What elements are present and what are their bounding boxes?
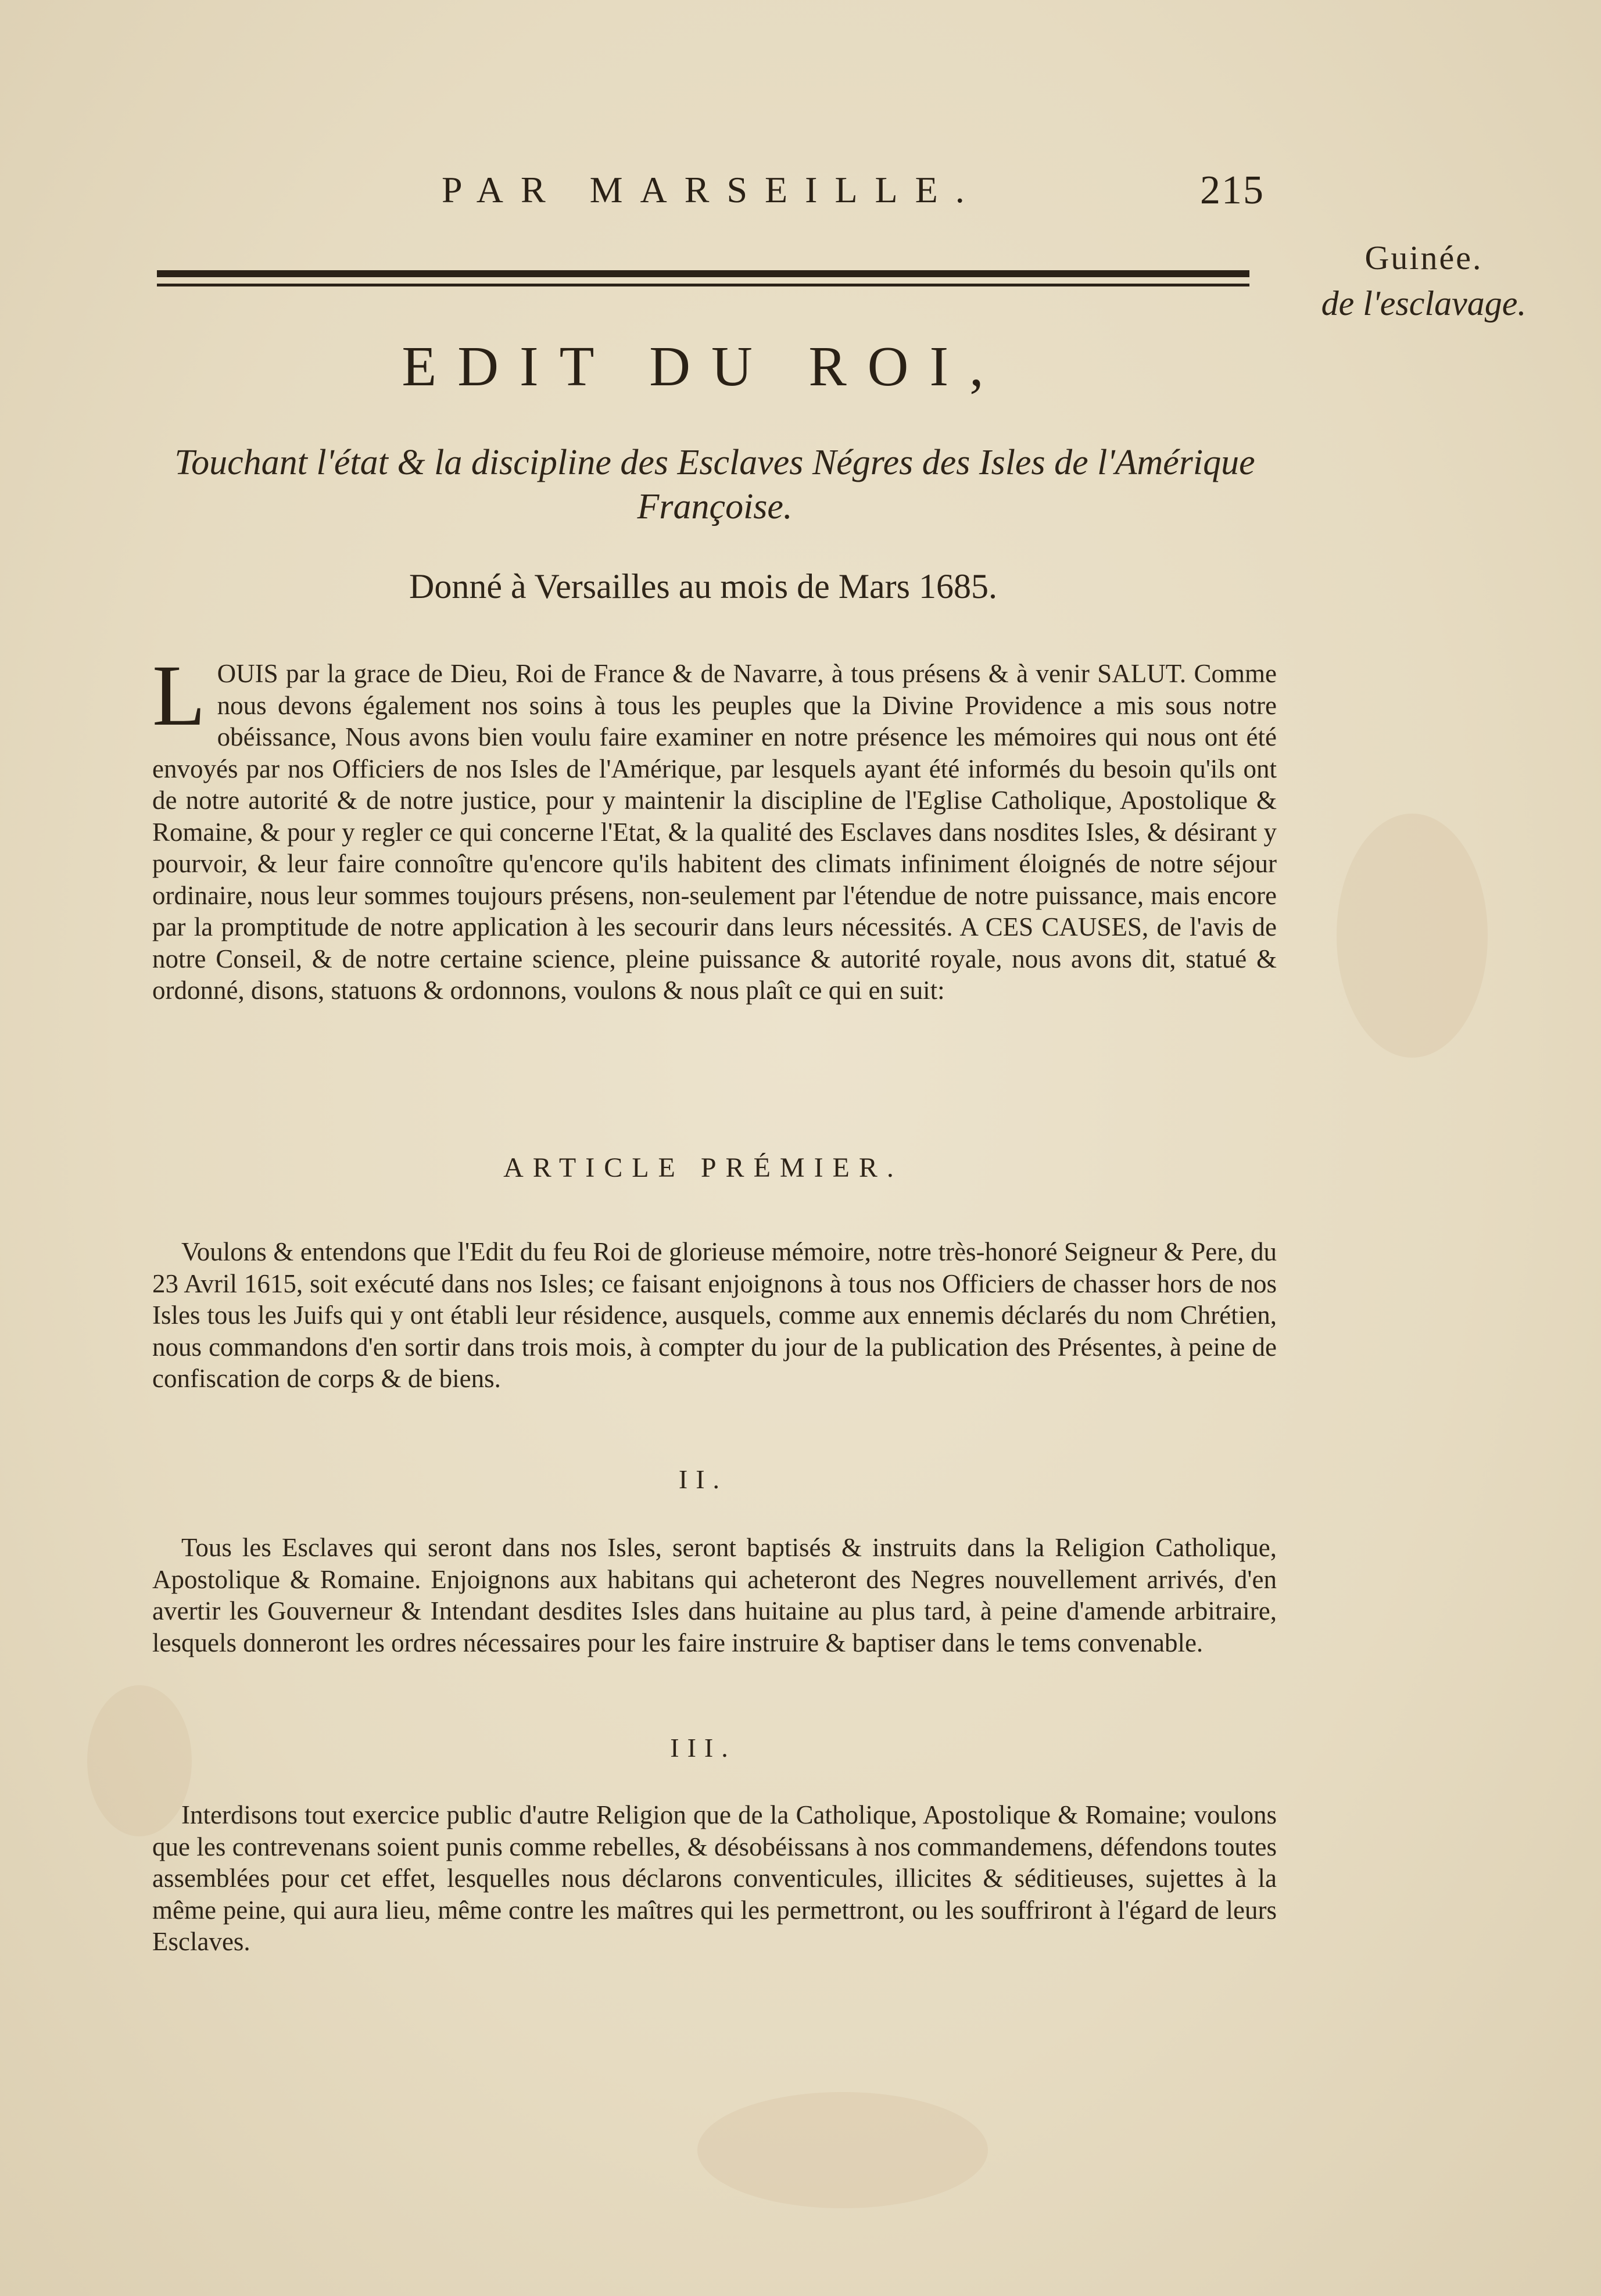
- article-1-text: Voulons & entendons que l'Edit du feu Roi de glorieuse mémoire, notre très-honoré Seigneur & Pere, du 23 Avril 1615, soit exécuté dans nos Isles; ce faisant enjoignons à tous nos Officiers de chasser hors de nos Isles tous les Juifs qui y ont établi leur résidence, ausquels, comme aux ennemis déclarés du nom Chrétien, nous commandons d'en sortir dans trois mois, à compter du jour de la publication des Présentes, à peine de confiscation de corps & de biens.: [152, 1237, 1277, 1393]
- margin-note-subtopic: de l'esclavage.: [1321, 284, 1527, 323]
- page-number: 215: [1200, 168, 1265, 213]
- header-rule-thick: [157, 270, 1249, 277]
- header-rule-thin: [157, 284, 1249, 286]
- margin-note: [1302, 235, 1546, 326]
- preamble-paragraph: [152, 647, 1277, 1006]
- paper-stain: [697, 2092, 988, 2208]
- article-3-heading: III.: [670, 1733, 736, 1763]
- margin-note-topic: Guinée.: [1364, 239, 1483, 277]
- date-line: Donné à Versailles au mois de Mars 1685.: [409, 567, 998, 606]
- article-3-text: Interdisons tout exercice public d'autre Religion que de la Catholique, Apostolique & Romaine; voulons que les contrevenans soient punis comme rebelles, & désobéissans à nos commandemens, défendons toutes assemblées pour cet effet, lesquelles nous déclarons conventicules, illicites & séditieuses, sujettes à la même peine, qui aura lieu, même contre les maîtres qui les permettront, ou les souffriront à l'égard de leurs Esclaves.: [152, 1800, 1277, 1956]
- article-1-heading: ARTICLE PRÉMIER.: [503, 1152, 903, 1183]
- drop-cap: L: [152, 647, 206, 744]
- running-head: PAR MARSEILLE.: [442, 169, 982, 210]
- article-2-heading: II.: [678, 1464, 728, 1494]
- preamble-text: OUIS par la grace de Dieu, Roi de France & de Navarre, à tous présens & à venir SALUT. Comme nous devons également nos soins à tous les peuples que la Divine Providence a mis sous notre obéissance, Nous avons bien voulu faire examiner en notre présence les mémoires qui nous ont été envoyés par nos Officiers de nos Isles de l'Amérique, par lesquels ayant été informés du besoin qu'ils ont de notre autorité & de notre justice, pour y maintenir la discipline de l'Eglise Catholique, Apostolique & Romaine, & pour y regler ce qui concerne l'Etat, & la qualité des Esclaves dans nosdites Isles, & désirant y pourvoir, & leur faire connoître qu'encore qu'ils habitent des climats infiniment éloignés de notre séjour ordinaire, nous leur sommes toujours présens, non-seulement par l'étendue de notre puissance, mais encore par la promptitude de notre application à les secourir dans leurs nécessités. A CES CAUSES, de l'avis de notre Conseil, & de notre certaine science, pleine puissance & autorité royale, nous avons dit, statué & ordonné, disons, statuons & ordonnons, voulons & nous plaît ce qui en suit:: [152, 659, 1277, 1005]
- document-subtitle: Touchant l'état & la discipline des Esclaves Négres des Isles de l'Amérique Françoise.: [174, 443, 1255, 526]
- article-2-text: Tous les Esclaves qui seront dans nos Isles, seront baptisés & instruits dans la Religion Catholique, Apostolique & Romaine. Enjoignons aux habitans qui acheteront des Negres nouvellement arrivés, d'en avertir les Gouverneur & Intendant desdites Isles dans huitaine au plus tard, à peine d'amende arbitraire, lesquels donneront les ordres nécessaires pour les faire instruire & baptiser dans le tems convenable.: [152, 1533, 1277, 1657]
- paper-stain: [1337, 814, 1488, 1058]
- document-title: EDIT DU ROI,: [402, 335, 1005, 398]
